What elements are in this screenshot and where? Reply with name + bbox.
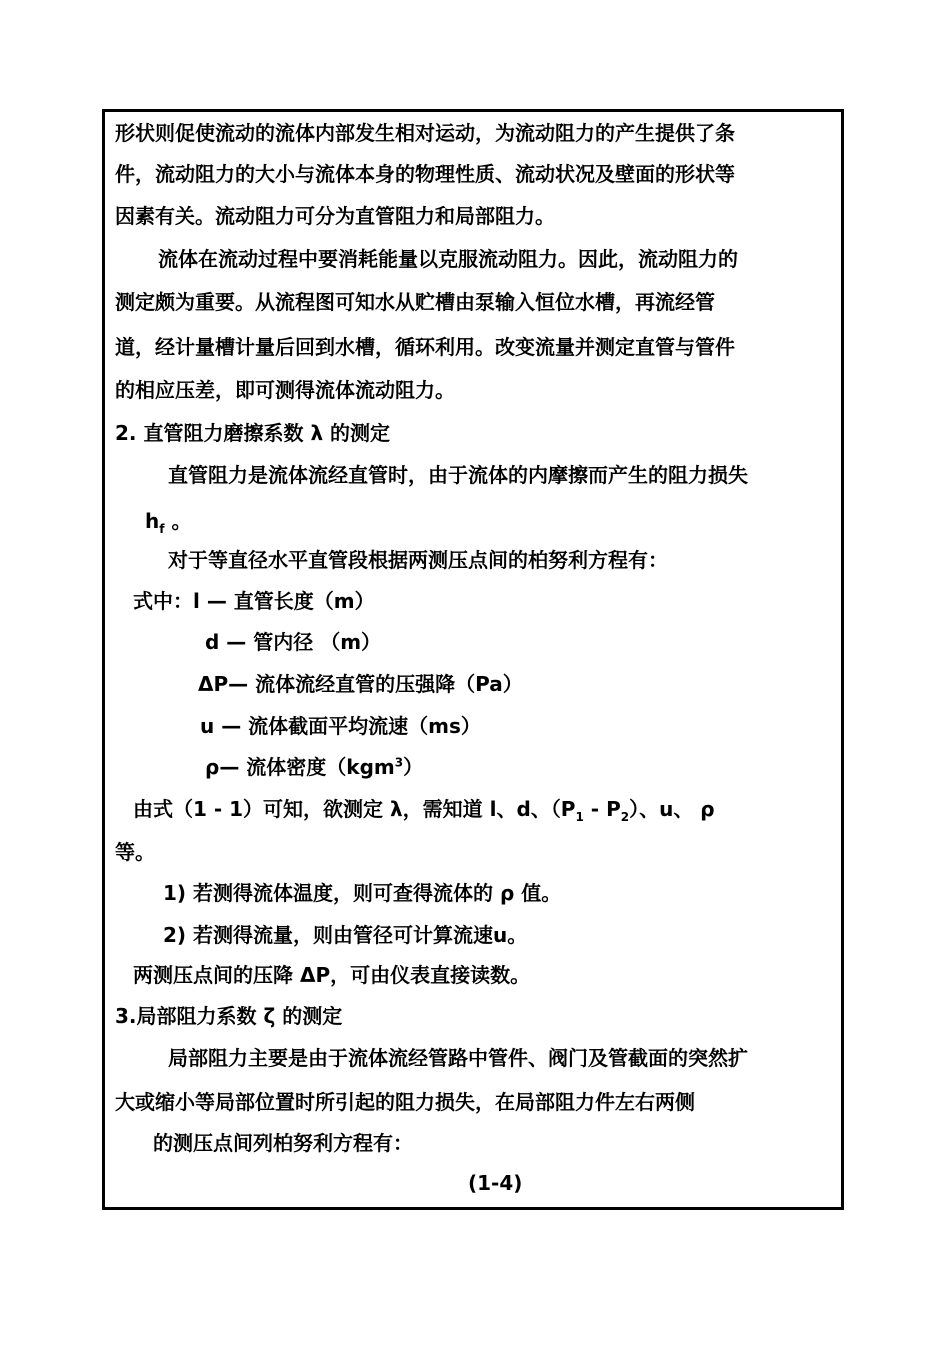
paragraph-1-line-2: 件，流动阻力的大小与流体本身的物理性质、流动状况及壁面的形状等 xyxy=(115,162,735,186)
paragraph-6: 两测压点间的压降 ΔP，可由仪表直接读数。 xyxy=(133,963,531,987)
paragraph-7-line-2: 大或缩小等局部位置时所引起的阻力损失，在局部阻力件左右两侧 xyxy=(115,1090,695,1114)
rho-tail: ） xyxy=(403,755,424,779)
equation-label: (1-4) xyxy=(468,1171,523,1195)
paragraph-2-line-4: 的相应压差，即可测得流体流动阻力。 xyxy=(115,378,455,402)
rho-superscript: 3 xyxy=(394,755,404,770)
head-loss-symbol: h xyxy=(145,509,160,533)
paragraph-7-line-3: 的测压点间列柏努利方程有： xyxy=(153,1131,413,1155)
paragraph-5-line-2: 等。 xyxy=(115,840,155,864)
paragraph-2-line-1: 流体在流动过程中要消耗能量以克服流动阻力。因此，流动阻力的 xyxy=(158,247,738,271)
variable-d: d — 管内径 （m） xyxy=(205,630,382,654)
p5-part-a: 由式（1 - 1）可知，欲测定 λ，需知道 l、d、（P xyxy=(133,797,576,821)
p5-subscript-2: 2 xyxy=(620,810,630,824)
p5-part-b: - P xyxy=(583,797,621,821)
paragraph-7-line-1: 局部阻力主要是由于流体流经管路中管件、阀门及管截面的突然扩 xyxy=(168,1046,748,1070)
paragraph-1-line-3: 因素有关。流动阻力可分为直管阻力和局部阻力。 xyxy=(115,204,555,228)
paragraph-2-line-3: 道，经计量槽计量后回到水槽，循环利用。改变流量并测定直管与管件 xyxy=(115,335,735,359)
list-item-1: 1) 若测得流体温度，则可查得流体的 ρ 值。 xyxy=(163,881,562,905)
paragraph-5-line-1 xyxy=(133,796,715,822)
section-3-heading: 3.局部阻力系数 ζ 的测定 xyxy=(115,1004,343,1028)
variable-delta-p: ΔP— 流体流经直管的压强降（Pa） xyxy=(198,672,523,696)
variable-l: 式中：l — 直管长度（m） xyxy=(133,589,375,613)
variable-rho xyxy=(205,754,423,780)
paragraph-2-line-2: 测定颇为重要。从流程图可知水从贮槽由泵输入恒位水槽，再流经管 xyxy=(115,290,715,314)
variable-u: u — 流体截面平均流速（ms） xyxy=(200,714,481,738)
p5-subscript-1: 1 xyxy=(575,810,584,824)
head-loss-tail: 。 xyxy=(164,509,192,533)
paragraph-3-line-2 xyxy=(145,508,191,534)
rho-text: ρ— 流体密度（kgm xyxy=(205,755,395,779)
section-2-heading: 2. 直管阻力磨擦系数 λ 的测定 xyxy=(115,421,391,445)
head-loss-subscript: f xyxy=(159,522,165,536)
paragraph-3-line-1: 直管阻力是流体流经直管时，由于流体的内摩擦而产生的阻力损失 xyxy=(168,463,748,487)
list-item-2: 2) 若测得流量，则由管径可计算流速u。 xyxy=(163,923,528,947)
p5-part-c: ）、u、 ρ xyxy=(629,797,715,821)
paragraph-4: 对于等直径水平直管段根据两测压点间的柏努利方程有： xyxy=(168,548,668,572)
paragraph-1-line-1: 形状则促使流动的流体内部发生相对运动，为流动阻力的产生提供了条 xyxy=(115,121,735,145)
